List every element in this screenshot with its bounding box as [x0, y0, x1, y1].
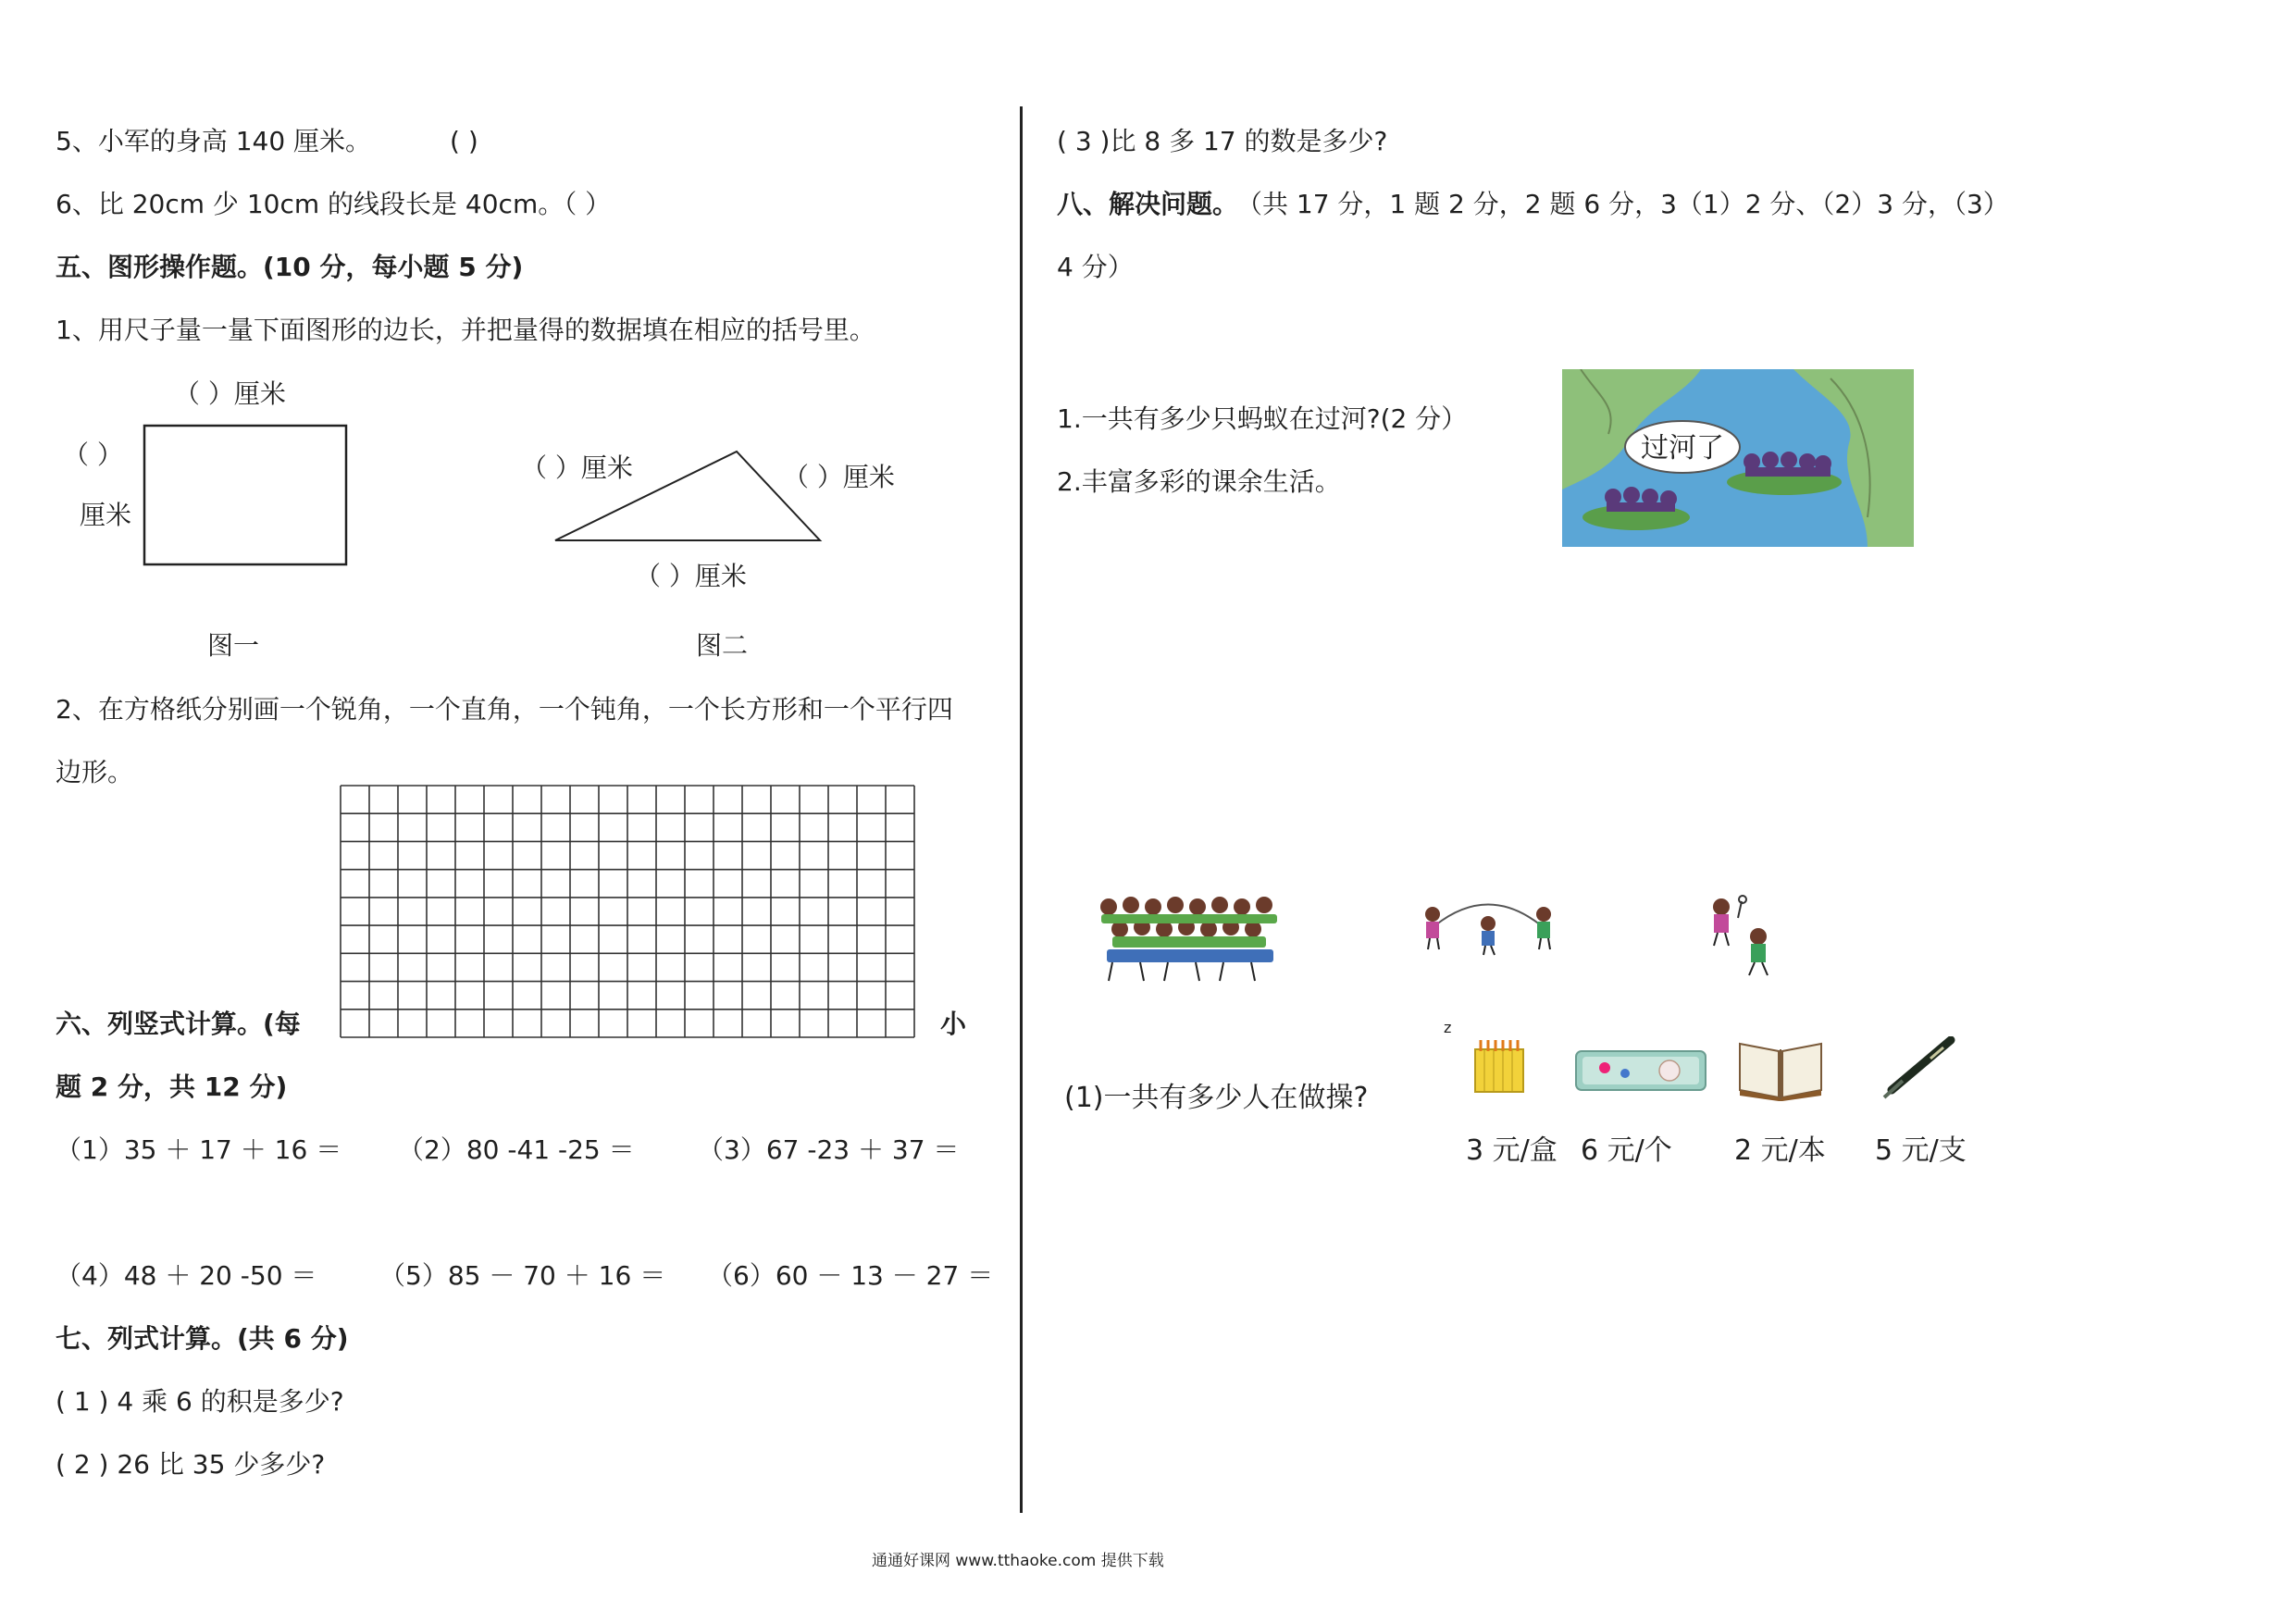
calc-2: （2）80 -41 -25 ＝ [398, 1134, 635, 1165]
calc-1: （1）35 ＋ 17 ＋ 16 ＝ [56, 1134, 342, 1165]
section-7-q2: ( 2 ) 26 比 35 少多少? [56, 1449, 326, 1480]
jump-rope-picture [1419, 888, 1567, 962]
sub-question-1: (1)一共有多少人在做操? [1064, 1082, 1369, 1114]
exercise-crowd-picture [1094, 888, 1297, 990]
price-pencils: 3 元/盒 [1466, 1134, 1558, 1167]
speech-bubble-text: 过河了 [1641, 432, 1724, 465]
crowd-figures [1100, 897, 1277, 981]
section-5-title: 五、图形操作题。(10 分，每小题 5 分) [56, 252, 524, 282]
section-5-q1: 1、用尺子量一量下面图形的边长，并把量得的数据填在相应的括号里。 [56, 315, 875, 345]
price-pencil-case: 6 元/个 [1581, 1134, 1672, 1167]
section-6-title-mid: 小 [940, 1009, 967, 1039]
q5-text: 5、小军的身高 140 厘米。 [56, 126, 372, 156]
fig1-caption: 图一 [207, 630, 260, 661]
section-7-title: 七、列式计算。(共 6 分) [56, 1323, 349, 1354]
fig2-caption: 图二 [696, 630, 749, 661]
fig2-bottom-label: （ ）厘米 [635, 561, 747, 591]
fig2-left-label: （ ）厘米 [521, 452, 633, 483]
section-7-q3: ( 3 )比 8 多 17 的数是多少? [1057, 126, 1388, 156]
column-divider [1020, 106, 1023, 1513]
calc-6: （6）60 － 13 － 27 ＝ [707, 1260, 994, 1291]
book-picture [1736, 1033, 1825, 1101]
section-8-title: 八、解决问题。 [1057, 189, 1239, 219]
page-footer: 通通好课网 www.tthaoke.com 提供下载 [872, 1552, 1164, 1570]
calc-5: （5）85 － 70 ＋ 16 ＝ [379, 1260, 666, 1291]
q6-text: 6、比 20cm 少 10cm 的线段长是 40cm。（ ） [56, 189, 612, 219]
section-8-note-cont: 4 分） [1057, 252, 1134, 282]
pencil-case-picture [1573, 1044, 1708, 1096]
problem-2: 2.丰富多彩的课余生活。 [1057, 466, 1341, 497]
fig1-top-label: （ ）厘米 [174, 378, 286, 409]
fig1-rectangle [143, 424, 350, 568]
price-pen: 5 元/支 [1875, 1134, 1967, 1167]
fountain-pen-picture [1879, 1036, 1956, 1101]
grid-paper [338, 783, 917, 1040]
fig2-triangle [552, 448, 825, 544]
price-book: 2 元/本 [1734, 1134, 1826, 1167]
section-6-title-end: 题 2 分，共 12 分) [56, 1072, 288, 1102]
fig1-left-unit: 厘米 [80, 500, 132, 530]
fig2-right-label: （ ）厘米 [783, 462, 895, 492]
calc-4: （4）48 ＋ 20 -50 ＝ [56, 1260, 317, 1291]
kids-playing-picture [1701, 890, 1793, 983]
ants-river-picture [1562, 369, 1914, 547]
calc-3: （3）67 -23 ＋ 37 ＝ [698, 1134, 960, 1165]
section-8-note: （共 17 分，1 题 2 分，2 题 6 分，3（1）2 分、（2）3 分，（3） [1236, 189, 2009, 219]
section-5-q2-line2: 边形。 [56, 757, 134, 787]
pencil-box-picture [1471, 1036, 1527, 1096]
section-7-q1: ( 1 ) 4 乘 6 的积是多少? [56, 1386, 344, 1417]
section-6-title-start: 六、列竖式计算。(每 [56, 1009, 301, 1039]
fig1-left-paren: （ ） [63, 440, 123, 470]
q5-answer-paren: ( ) [450, 126, 478, 156]
small-mark: z [1444, 1019, 1452, 1036]
problem-1: 1.一共有多少只蚂蚁在过河?(2 分） [1057, 403, 1468, 434]
section-5-q2-line1: 2、在方格纸分别画一个锐角，一个直角，一个钝角，一个长方形和一个平行四 [56, 694, 953, 725]
